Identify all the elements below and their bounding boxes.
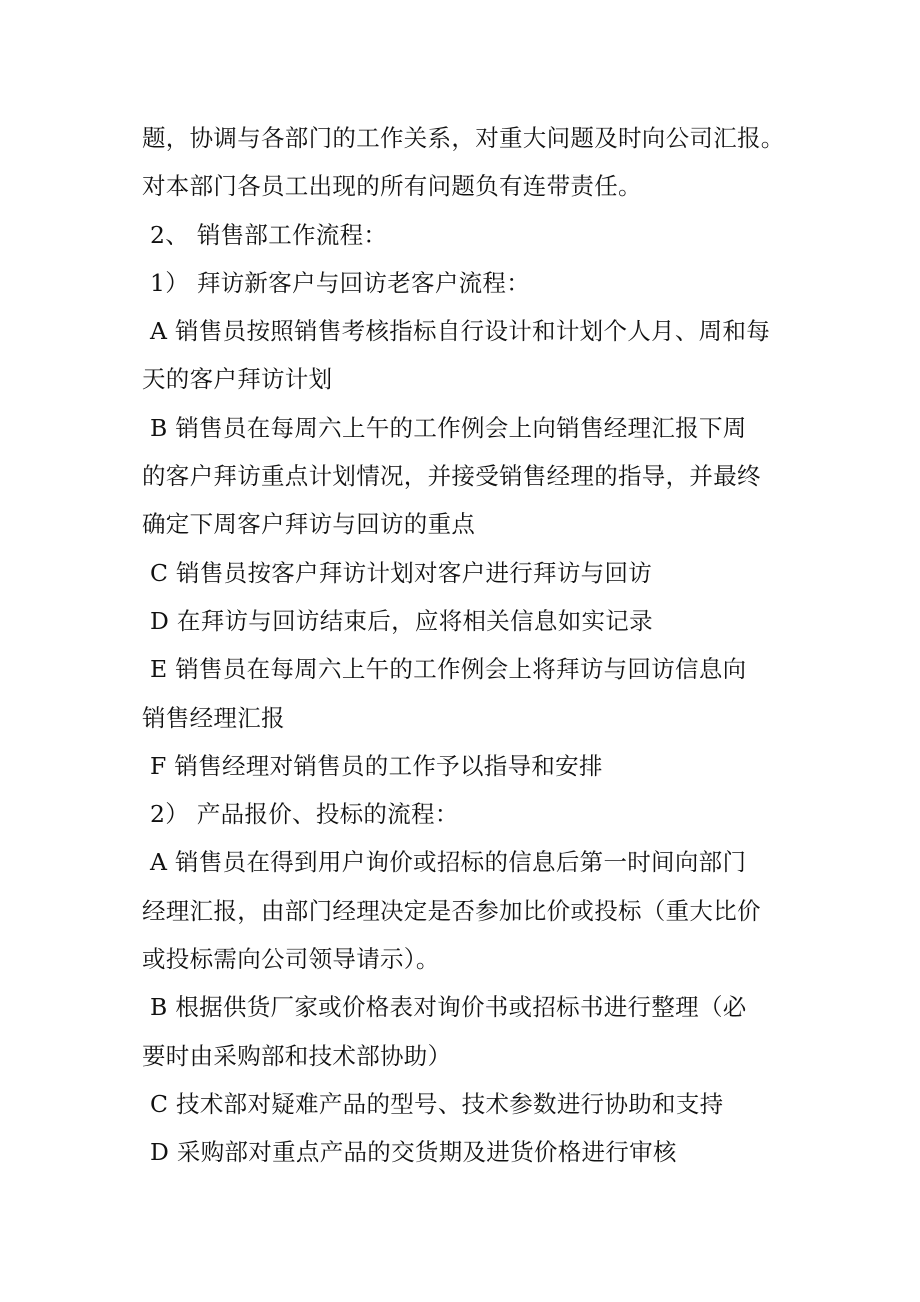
list-item-continuation: 要时由采购部和技术部协助） (142, 1041, 452, 1070)
list-item: C 销售员按客户拜访计划对客户进行拜访与回访 (150, 558, 653, 587)
list-item: D 采购部对重点产品的交货期及进货价格进行审核 (150, 1138, 677, 1167)
section-heading: 2、 销售部工作流程： (150, 220, 388, 249)
paragraph-line: 题，协调与各部门的工作关系，对重大问题及时向公司汇报。 (142, 124, 785, 152)
list-item: B 根据供货厂家或价格表对询价书或招标书进行整理（必 (150, 993, 747, 1022)
list-item: E 销售员在每周六上午的工作例会上将拜访与回访信息向 (150, 655, 747, 684)
document-body (142, 114, 792, 1177)
list-item: A 销售员在得到用户询价或招标的信息后第一时间向部门 (150, 848, 747, 877)
list-item-continuation: 的客户拜访重点计划情况，并接受销售经理的指导，并最终 (142, 462, 761, 491)
list-item-continuation: 经理汇报，由部门经理决定是否参加比价或投标（重大比价 (142, 896, 761, 925)
list-item: B 销售员在每周六上午的工作例会上向销售经理汇报下周 (150, 413, 747, 442)
list-item-continuation: 销售经理汇报 (142, 703, 285, 732)
subsection-heading: 2） 产品报价、投标的流程： (150, 800, 459, 829)
list-item-continuation: 或投标需向公司领导请示）。 (142, 945, 440, 974)
list-item: F 销售经理对销售员的工作予以指导和安排 (150, 751, 603, 780)
list-item-continuation: 天的客户拜访计划 (142, 365, 333, 394)
subsection-heading: 1） 拜访新客户与回访老客户流程： (150, 268, 531, 297)
paragraph-line: 对本部门各员工出现的所有问题负有连带责任。 (142, 172, 642, 201)
list-item: A 销售员按照销售考核指标自行设计和计划个人月、周和每 (150, 317, 771, 346)
list-item: D 在拜访与回访结束后，应将相关信息如实记录 (150, 606, 653, 635)
list-item-continuation: 确定下周客户拜访与回访的重点 (142, 510, 476, 539)
list-item: C 技术部对疑难产品的型号、技术参数进行协助和支持 (150, 1089, 724, 1118)
